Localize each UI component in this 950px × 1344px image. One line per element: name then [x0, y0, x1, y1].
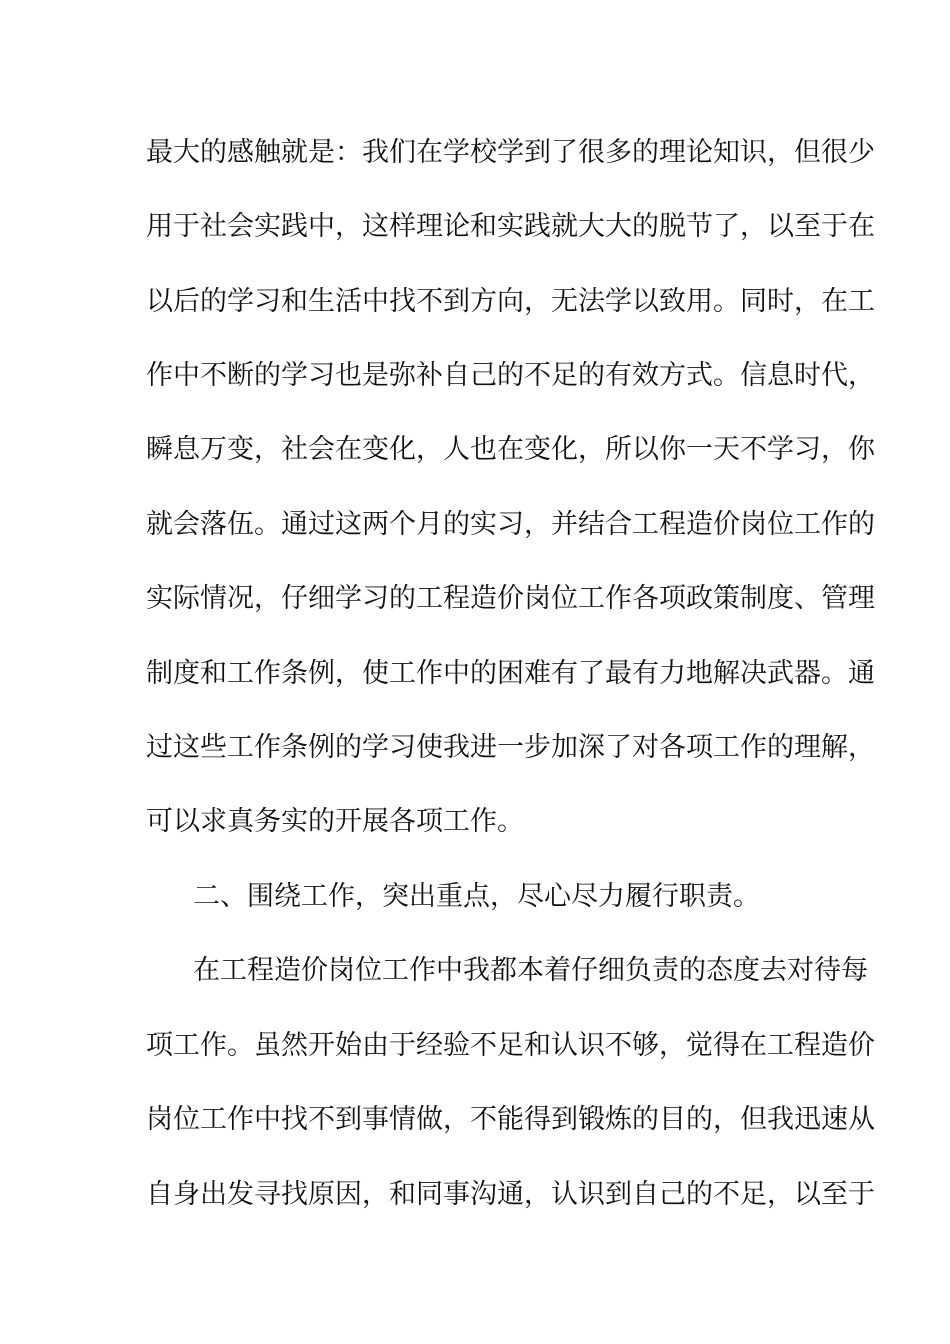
- text-line: 制度和工作条例，使工作中的困难有了最有力地解决武器。通: [146, 658, 875, 689]
- text-line: 项工作。虽然开始由于经验不足和认识不够，觉得在工程造价: [146, 1030, 875, 1061]
- text-line: 作中不断的学习也是弥补自己的不足的有效方式。信息时代，: [146, 360, 875, 391]
- text-line: 可以求真务实的开展各项工作。: [146, 806, 524, 837]
- text-line: 过这些工作条例的学习使我进一步加深了对各项工作的理解，: [146, 732, 875, 763]
- text-line: 在工程造价岗位工作中我都本着仔细负责的态度去对待每: [193, 955, 868, 986]
- text-line: 瞬息万变，社会在变化，人也在变化，所以你一天不学习，你: [146, 434, 875, 465]
- text-line: 最大的感触就是：我们在学校学到了很多的理论知识，但很少: [146, 137, 875, 168]
- text-line: 实际情况，仔细学习的工程造价岗位工作各项政策制度、管理: [146, 583, 875, 614]
- section-heading: 二、围绕工作，突出重点，尽心尽力履行职责。: [193, 881, 760, 912]
- text-line: 用于社会实践中，这样理论和实践就大大的脱节了，以至于在: [146, 211, 875, 242]
- text-line: 就会落伍。通过这两个月的实习，并结合工程造价岗位工作的: [146, 509, 875, 540]
- text-line: 自身出发寻找原因，和同事沟通，认识到自己的不足，以至于: [146, 1179, 875, 1210]
- text-line: 以后的学习和生活中找不到方向，无法学以致用。同时，在工: [146, 286, 875, 317]
- text-line: 岗位工作中找不到事情做，不能得到锻炼的目的，但我迅速从: [146, 1104, 875, 1135]
